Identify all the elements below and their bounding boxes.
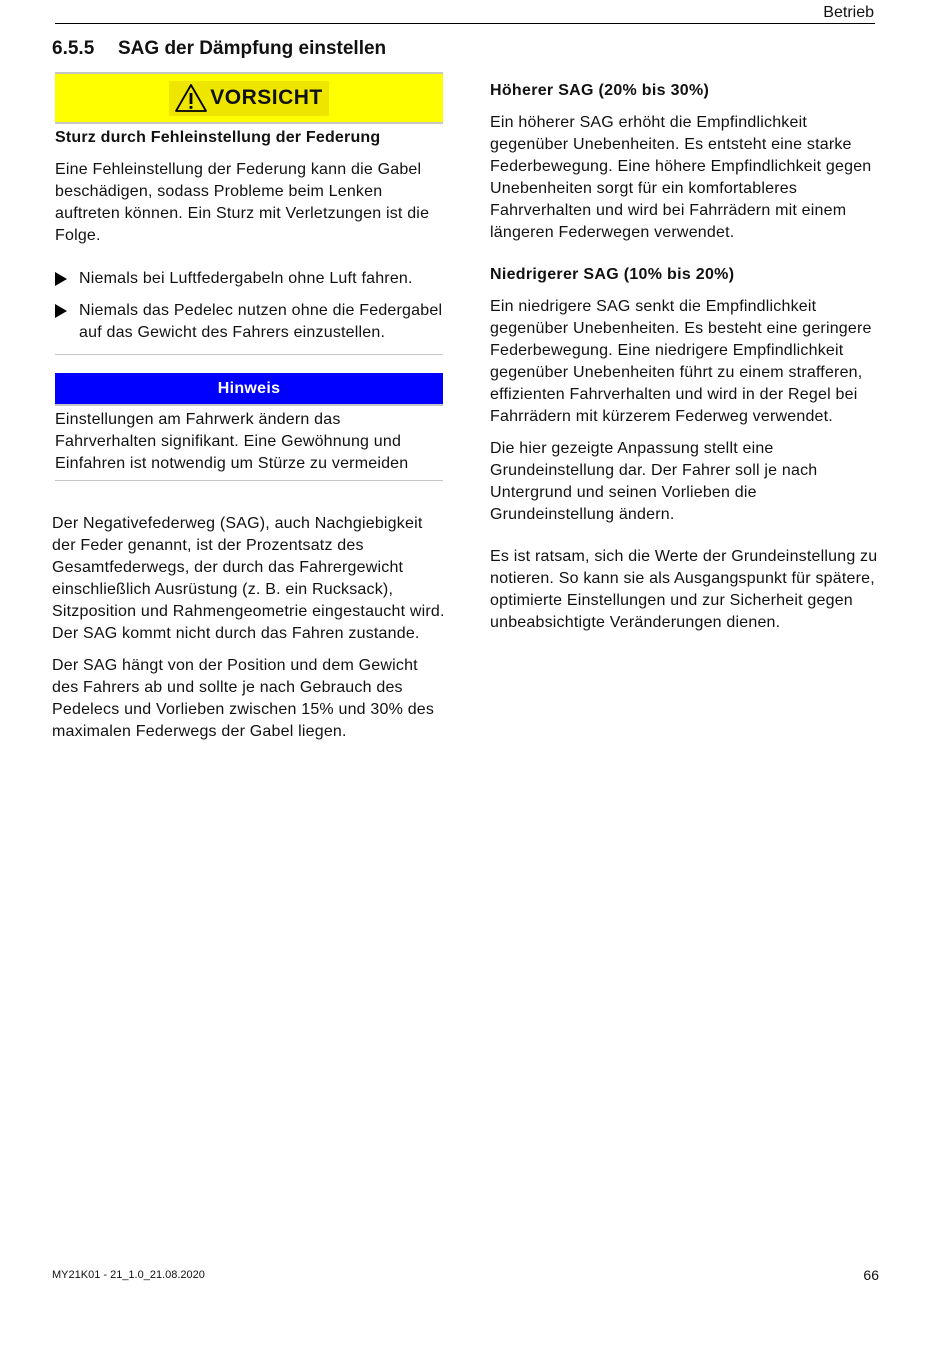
bullet-arrow-icon — [55, 272, 67, 286]
page-number: 66 — [863, 1267, 879, 1283]
running-header: Betrieb — [823, 4, 874, 21]
hint-bottom-rule — [55, 480, 443, 482]
warning-label-box — [169, 81, 329, 116]
warning-banner-rule — [55, 122, 443, 124]
note-text: Es ist ratsam, sich die Werte der Grundeinstellung zu notieren. So kann sie als Ausgangspunkt für spätere, optimierte Einstellungen und zur Sicherheit gegen unbeabsichtigte Veränderungen dienen. — [490, 548, 878, 631]
higher-sag-text: Ein höherer SAG erhöht die Empfindlichkeit gegenüber Unebenheiten. Es entsteht eine starke Federbewegung. Eine höhere Empfindlichkeit gegen Unebenheiten sorgt für ein komfortableres Fahrverhalten und wird bei Fahrrädern mit einem längeren Federwegen verwendet. — [490, 114, 872, 241]
paragraph: Der Negativefederweg (SAG), auch Nachgiebigkeit der Feder genannt, ist der Prozentsatz des Gesamtfederwegs, der durch das Fahrergewicht einschließlich Ausrüstung (z. B. ein Rucksack), Sitzposition und Rahmengeometrie eingestaucht wird. Der SAG kommt nicht durch das Fahren zustande. — [52, 515, 445, 642]
hint-text: Einstellungen am Fahrwerk ändern das Fahrverhalten signifikant. Eine Gewöhnung und Einfahren ist notwendig um Stürze zu vermeiden — [55, 410, 409, 472]
bullet-item — [55, 300, 443, 344]
bullet-text: Niemals das Pedelec nutzen ohne die Federgabel auf das Gewicht des Fahrers einzustellen. — [79, 301, 443, 341]
hint-banner: Hinweis — [55, 373, 443, 404]
higher-sag-heading: Höherer SAG (20% bis 30%) — [490, 82, 710, 99]
right-column — [490, 80, 885, 644]
bullet-text: Niemals bei Luftfedergabeln ohne Luft fahren. — [79, 269, 413, 287]
footer-doc-id: MY21K01 - 21_1.0_21.08.2020 — [52, 1269, 205, 1281]
section-number: 6.5.5 — [52, 38, 95, 59]
paragraph: Der SAG hängt von der Position und dem Gewicht des Fahrers ab und sollte je nach Gebrauch des Pedelecs und Vorlieben zwischen 15% und 30% des maximalen Federwegs der Gabel liegen. — [52, 657, 435, 740]
warning-label: VORSICHT — [210, 86, 323, 109]
warning-heading: Sturz durch Fehleinstellung der Federung — [55, 128, 381, 146]
hint-banner-rule — [55, 404, 443, 406]
left-column — [55, 72, 443, 481]
section-title-text: SAG der Dämpfung einstellen — [118, 38, 387, 59]
left-body-text — [52, 513, 447, 753]
bullet-item — [55, 268, 443, 290]
warning-banner — [55, 74, 443, 122]
warning-text: Eine Fehleinstellung der Federung kann die Gabel beschädigen, sodass Probleme beim Lenken auftreten können. Ein Sturz mit Verletzungen ist die Folge. — [55, 160, 430, 244]
warning-bottom-rule — [55, 354, 443, 356]
warning-box — [55, 72, 443, 355]
warning-bullet-list — [55, 268, 443, 344]
header-rule — [55, 23, 875, 24]
hint-box — [55, 373, 443, 481]
section-title — [52, 38, 386, 60]
warning-triangle-icon — [174, 83, 210, 113]
lower-sag-heading: Niedrigerer SAG (10% bis 20%) — [490, 266, 735, 283]
bullet-arrow-icon — [55, 304, 67, 318]
adjustment-text: Die hier gezeigte Anpassung stellt eine Grundeinstellung dar. Der Fahrer soll je nach Untergrund und seinen Vorlieben die Grundeinstellung ändern. — [490, 440, 818, 523]
lower-sag-text: Ein niedrigere SAG senkt die Empfindlichkeit gegenüber Unebenheiten. Es besteht eine geringere Federbewegung. Eine niedrigere Empfindlichkeit gegenüber Unebenheiten führt zu einem strafferen, effizienten Fahrverhalten und wird in der Regel bei Fahrrädern mit kürzerem Federweg verwendet. — [490, 298, 872, 425]
